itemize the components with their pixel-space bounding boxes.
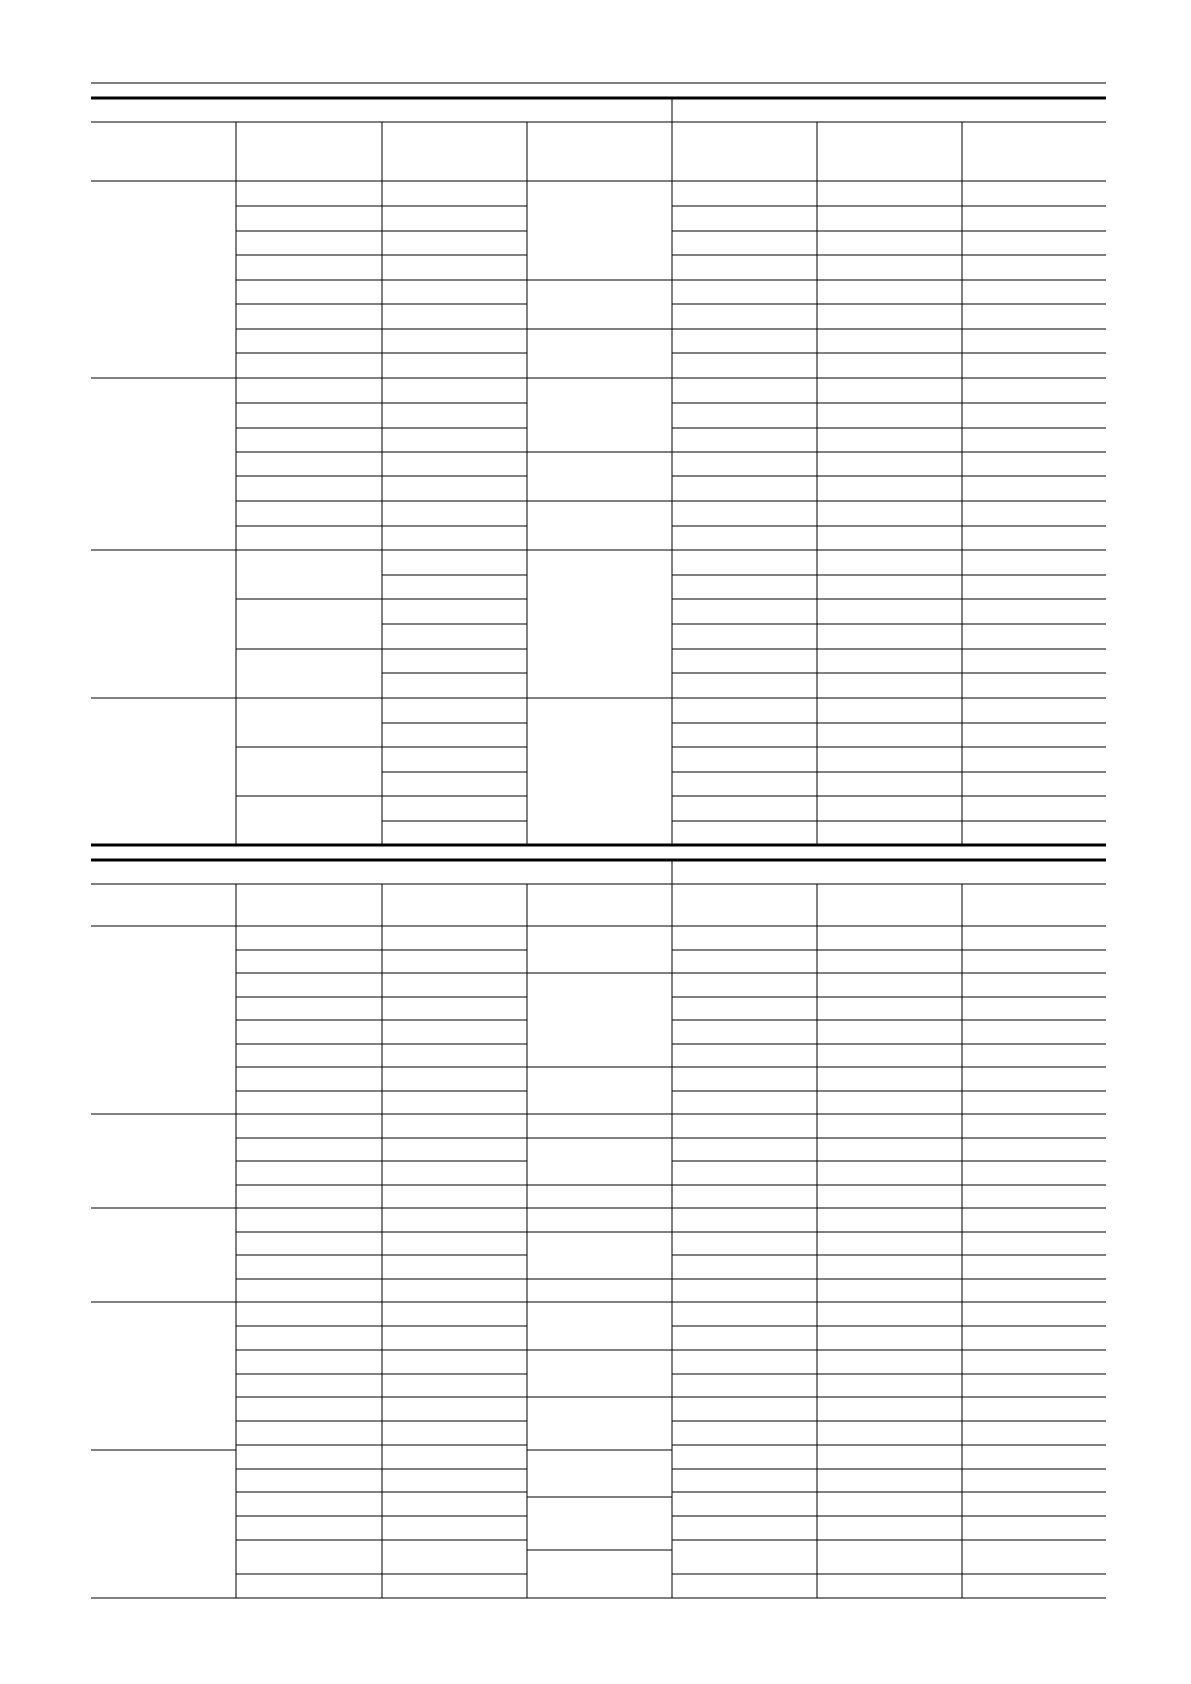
table-rules [91, 83, 1106, 1598]
